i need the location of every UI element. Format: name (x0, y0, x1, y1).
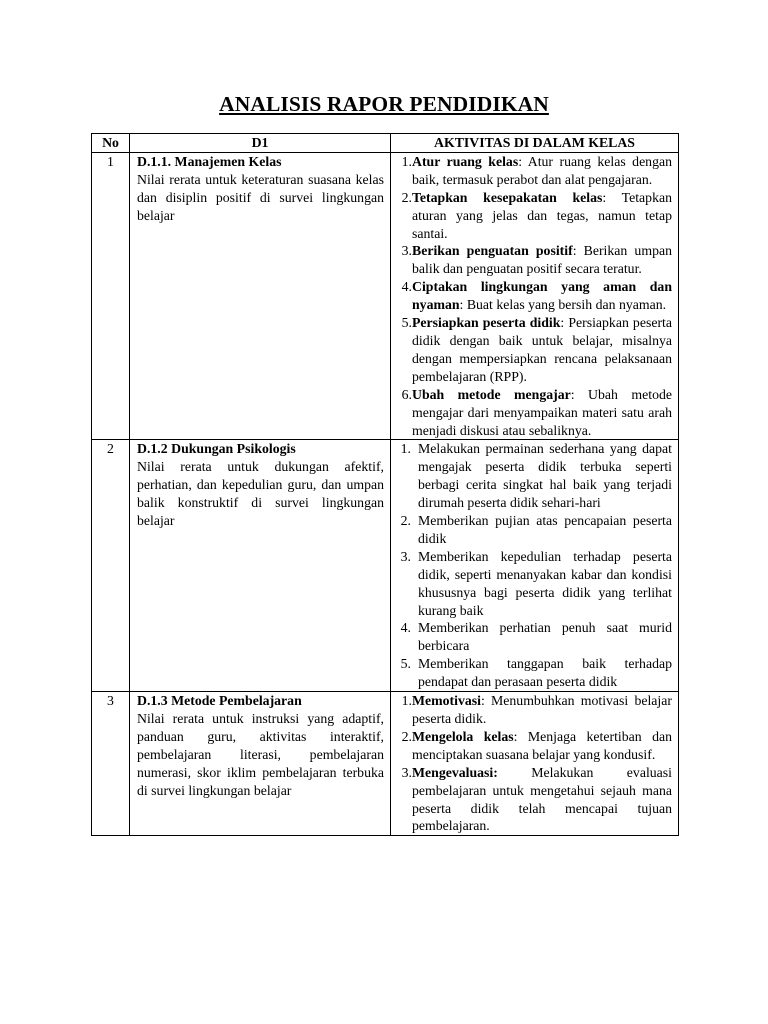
aktivitas-cell (391, 152, 679, 440)
item-text: : Tetapkan aturan yang jelas dan tegas, namun tetap santai. (412, 189, 672, 241)
item-keyword: Ubah metode mengajar (412, 386, 571, 402)
header-no: No (92, 134, 130, 153)
item-text: : Menjaga ketertiban dan menciptakan suasana belajar yang kondusif. (412, 728, 672, 762)
aktivitas-cell (391, 692, 679, 836)
list-number: 3. (401, 764, 412, 780)
aktivitas-cell (391, 440, 679, 692)
d1-cell (130, 440, 391, 692)
table-row (92, 440, 679, 692)
list-item (395, 619, 672, 655)
d1-description: Nilai rerata untuk instruksi yang adaptif, panduan guru, aktivitas interaktif, pembelajaran literasi, pembelajaran numerasi, skor iklim pembelajaran terbuka di survei lingkungan belajar (137, 711, 384, 798)
list-item (395, 278, 672, 314)
item-text: Memberikan perhatian penuh saat murid berbicara (418, 620, 672, 654)
d1-description: Nilai rerata untuk dukungan afektif, perhatian, dan kepedulian guru, dan umpan balik konstruktif di survei lingkungan belajar (137, 459, 384, 529)
list-item (395, 764, 672, 836)
item-keyword: Berikan penguatan positif (412, 243, 573, 259)
item-keyword: Atur ruang kelas (412, 153, 519, 169)
list-number: 5. (400, 656, 411, 672)
header-aktivitas: AKTIVITAS DI DALAM KELAS (391, 134, 679, 153)
list-number: 4. (400, 620, 411, 636)
list-number: 1. (400, 441, 411, 457)
item-text: Memberikan tanggapan baik terhadap pendapat dan perasaan peserta didik (418, 656, 672, 690)
aktivitas-list (395, 692, 672, 835)
item-text: : Buat kelas yang bersih dan nyaman. (459, 297, 667, 313)
item-keyword: Tetapkan kesepakatan kelas (412, 189, 603, 205)
header-d1: D1 (130, 134, 391, 153)
list-number: 2. (401, 189, 412, 205)
list-item (395, 386, 672, 440)
item-keyword: Persiapkan peserta didik (412, 315, 561, 331)
item-text: Memberikan kepedulian terhadap peserta didik, seperti menanyakan kabar dan kondisi khususnya bagi peserta didik yang terlihat kurang baik (418, 548, 672, 618)
item-keyword: Ciptakan lingkungan yang aman dan nyaman (412, 279, 672, 313)
list-item (395, 655, 672, 691)
list-number: 1. (401, 153, 412, 169)
item-text: : Menumbuhkan motivasi belajar peserta didik. (412, 693, 672, 726)
list-item (395, 728, 672, 764)
list-item (395, 189, 672, 243)
list-number: 2. (401, 728, 412, 744)
document-title: ANALISIS RAPOR PENDIDIKAN (219, 92, 549, 116)
item-text: : Persiapkan peserta didik dengan baik untuk belajar, misalnya dengan mempersiapkan rencana pelaksanaan pembelajaran (RPP). (412, 315, 672, 384)
item-keyword: Memotivasi (412, 693, 481, 709)
list-item (395, 242, 672, 278)
table-header-row (92, 134, 679, 153)
item-text: Melakukan permainan sederhana yang dapat mengajak peserta didik terbuka seperti berbagi cerita singkat hal baik yang terjadi dirumah peserta didik sehari-hari (418, 441, 672, 511)
item-text: Memberikan pujian atas pencapaian peserta didik (418, 513, 672, 546)
list-item (395, 314, 672, 386)
item-keyword: Mengelola kelas (412, 728, 514, 744)
list-number: 6. (401, 386, 412, 402)
d1-cell (130, 692, 391, 836)
item-text: : Berikan umpan balik dan penguatan positif secara teratur. (412, 243, 672, 277)
list-number: 1. (401, 693, 412, 709)
d1-title: D.1.3 Metode Pembelajaran (137, 693, 302, 709)
list-item (395, 548, 672, 620)
table-row (92, 692, 679, 836)
aktivitas-list (395, 440, 672, 691)
item-keyword: Mengevaluasi: (412, 764, 498, 780)
d1-description: Nilai rerata untuk keteraturan suasana kelas dan disiplin positif di survei lingkungan belajar (137, 171, 384, 223)
list-number: 2. (400, 513, 411, 529)
list-number: 4. (401, 279, 412, 295)
rapor-table (91, 133, 679, 836)
aktivitas-list (395, 153, 672, 440)
list-item (395, 153, 672, 189)
list-number: 5. (401, 315, 412, 331)
list-item (395, 440, 672, 512)
d1-title: D.1.2 Dukungan Psikologis (137, 441, 296, 457)
list-item (395, 512, 672, 548)
item-text: : Atur ruang kelas dengan baik, termasuk perabot dan alat pengajaran. (412, 153, 673, 187)
item-text: Melakukan evaluasi pembelajaran untuk mengetahui sejauh mana peserta didik telah mencapai tujuan pembelajaran. (412, 764, 672, 834)
row-number: 2 (92, 440, 130, 692)
item-text: : Ubah metode mengajar dari menyampaikan materi satu arah menjadi diskusi atau sebaliknya. (412, 386, 672, 438)
list-item (395, 692, 672, 728)
d1-cell (130, 152, 391, 440)
row-number: 1 (92, 152, 130, 440)
d1-title: D.1.1. Manajemen Kelas (137, 153, 282, 169)
list-number: 3. (401, 243, 412, 259)
table-row (92, 152, 679, 440)
list-number: 3. (400, 548, 411, 564)
row-number: 3 (92, 692, 130, 836)
